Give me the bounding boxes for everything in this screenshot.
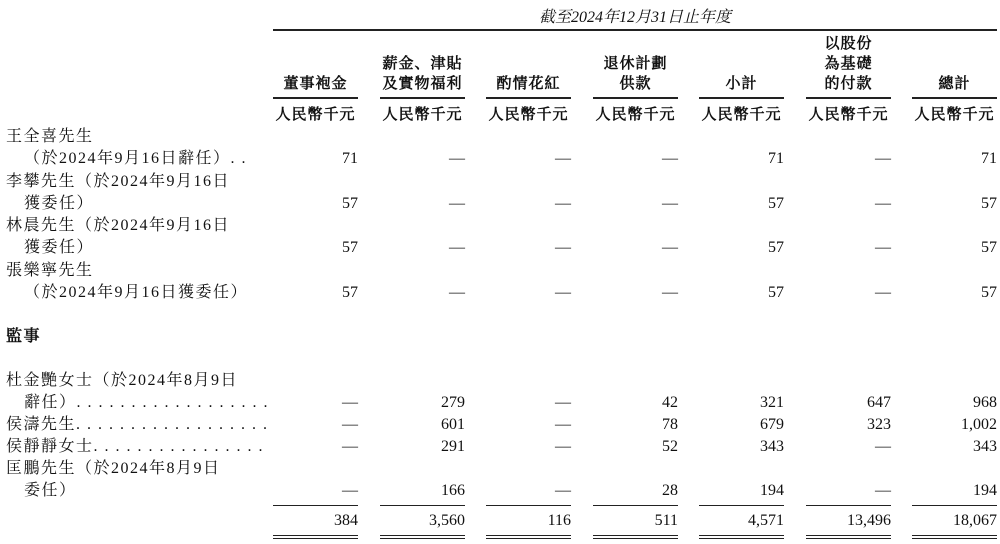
total-cell: 18,067 <box>953 512 997 529</box>
table-cell: — <box>449 284 465 301</box>
table-cell: 57 <box>342 239 358 256</box>
column-header-rule <box>273 97 358 99</box>
row-label: 獲委任） <box>24 239 95 256</box>
top-rule <box>273 29 997 31</box>
table-cell: — <box>449 150 465 167</box>
total-cell: 511 <box>654 512 678 529</box>
column-unit: 人民幣千元 <box>701 107 782 123</box>
row-label: 李攀先生（於2024年9月16日 <box>6 173 231 190</box>
table-cell: 343 <box>760 438 784 455</box>
table-cell: 57 <box>342 284 358 301</box>
table-cell: 57 <box>342 195 358 212</box>
table-cell: 343 <box>973 438 997 455</box>
table-cell: — <box>875 482 891 499</box>
column-unit: 人民幣千元 <box>595 107 676 123</box>
column-header-line: 及實物福利 <box>382 76 463 92</box>
table-cell: — <box>342 438 358 455</box>
table-cell: — <box>342 482 358 499</box>
table-cell: 57 <box>981 239 997 256</box>
table-cell: 279 <box>441 394 465 411</box>
column-unit: 人民幣千元 <box>382 107 463 123</box>
table-cell: — <box>342 394 358 411</box>
row-label: 侯濤先生. . . . . . . . . . . . . . . . . . <box>6 416 269 433</box>
table-cell: — <box>555 482 571 499</box>
row-label: 王全喜先生 <box>6 128 94 145</box>
column-header <box>273 36 358 94</box>
column-header-label <box>699 74 784 94</box>
column-header-rule <box>699 97 784 99</box>
row-label: 杜金艷女士（於2024年8月9日 <box>6 372 239 389</box>
total-double-rule <box>806 535 891 539</box>
table-cell: 71 <box>768 150 784 167</box>
table-cell: 323 <box>867 416 891 433</box>
total-cell: 3,560 <box>429 512 465 529</box>
subtotal-rule <box>806 505 891 506</box>
table-cell: — <box>662 239 678 256</box>
column-header-line: 總計 <box>938 76 971 92</box>
column-header-line: 供款 <box>619 76 652 92</box>
table-cell: — <box>662 284 678 301</box>
table-cell: — <box>555 239 571 256</box>
subtotal-rule <box>699 505 784 506</box>
table-cell: 57 <box>768 239 784 256</box>
table-cell: 57 <box>768 195 784 212</box>
table-cell: — <box>555 394 571 411</box>
total-cell: 116 <box>547 512 571 529</box>
column-header-label <box>273 74 358 94</box>
total-double-rule <box>912 535 997 539</box>
column-header-label <box>806 34 891 94</box>
subtotal-rule <box>912 505 997 506</box>
column-header-rule <box>486 97 571 99</box>
table-cell: — <box>662 150 678 167</box>
table-cell: 78 <box>662 416 678 433</box>
column-unit: 人民幣千元 <box>488 107 569 123</box>
column-header-line: 的付款 <box>824 76 873 92</box>
period-heading: 截至2024年12月31日止年度 <box>538 9 731 26</box>
row-label: 獲委任） <box>24 195 95 212</box>
column-header-label <box>486 74 571 94</box>
table-cell: — <box>449 239 465 256</box>
row-label: 匡鵬先生（於2024年8月9日 <box>6 460 221 477</box>
table-cell: 166 <box>441 482 465 499</box>
column-header-label <box>912 74 997 94</box>
column-header <box>699 36 784 94</box>
column-unit: 人民幣千元 <box>914 107 995 123</box>
table-cell: — <box>342 416 358 433</box>
column-unit: 人民幣千元 <box>275 107 356 123</box>
total-cell: 13,496 <box>847 512 891 529</box>
table-cell: 57 <box>981 195 997 212</box>
table-cell: 1,002 <box>961 416 997 433</box>
table-cell: — <box>555 195 571 212</box>
column-header <box>593 36 678 94</box>
table-cell: 42 <box>662 394 678 411</box>
table-cell: — <box>555 284 571 301</box>
total-cell: 4,571 <box>748 512 784 529</box>
column-header <box>486 36 571 94</box>
table-cell: 194 <box>760 482 784 499</box>
total-double-rule <box>486 535 571 539</box>
table-cell: — <box>449 195 465 212</box>
column-header-rule <box>912 97 997 99</box>
total-double-rule <box>593 535 678 539</box>
row-label: 張樂寧先生 <box>6 262 94 279</box>
total-double-rule <box>699 535 784 539</box>
column-header-rule <box>593 97 678 99</box>
table-cell: 968 <box>973 394 997 411</box>
row-label: 林晨先生（於2024年9月16日 <box>6 217 231 234</box>
column-header-rule <box>806 97 891 99</box>
section-heading-supervisors: 監事 <box>6 328 42 345</box>
table-cell: 71 <box>342 150 358 167</box>
table-cell: — <box>875 195 891 212</box>
column-header <box>806 36 891 94</box>
column-header-line: 酌情花紅 <box>496 76 561 92</box>
subtotal-rule <box>486 505 571 506</box>
table-cell: — <box>875 239 891 256</box>
table-cell: — <box>555 438 571 455</box>
table-cell: 321 <box>760 394 784 411</box>
column-header <box>380 36 465 94</box>
column-header-label <box>593 54 678 94</box>
total-double-rule <box>273 535 358 539</box>
column-header-rule <box>380 97 465 99</box>
table-cell: — <box>875 284 891 301</box>
table-cell: 57 <box>981 284 997 301</box>
table-cell: — <box>875 150 891 167</box>
column-header-label <box>380 54 465 94</box>
table-cell: 71 <box>981 150 997 167</box>
table-cell: 57 <box>768 284 784 301</box>
row-label: （於2024年9月16日辭任）. . <box>24 150 248 167</box>
table-cell: — <box>875 438 891 455</box>
table-cell: 679 <box>760 416 784 433</box>
row-label: （於2024年9月16日獲委任） <box>24 284 249 301</box>
column-unit: 人民幣千元 <box>808 107 889 123</box>
row-label: 辭任）. . . . . . . . . . . . . . . . . . <box>24 394 270 411</box>
total-cell: 384 <box>334 512 358 529</box>
column-header <box>912 36 997 94</box>
row-label: 侯靜靜女士. . . . . . . . . . . . . . . . <box>6 438 265 455</box>
subtotal-rule <box>273 505 358 506</box>
column-header-line: 以股份 <box>824 36 873 52</box>
table-cell: 194 <box>973 482 997 499</box>
table-cell: 28 <box>662 482 678 499</box>
column-header-line: 薪金、津貼 <box>382 56 463 72</box>
table-cell: 291 <box>441 438 465 455</box>
table-cell: 52 <box>662 438 678 455</box>
column-header-line: 為基礎 <box>824 56 873 72</box>
column-header-line: 退休計劃 <box>603 56 668 72</box>
table-cell: — <box>555 150 571 167</box>
table-cell: — <box>555 416 571 433</box>
subtotal-rule <box>593 505 678 506</box>
table-cell: — <box>662 195 678 212</box>
column-header-line: 小計 <box>725 76 758 92</box>
column-header-line: 董事袍金 <box>283 76 348 92</box>
table-cell: 647 <box>867 394 891 411</box>
table-cell: 601 <box>441 416 465 433</box>
subtotal-rule <box>380 505 465 506</box>
total-double-rule <box>380 535 465 539</box>
row-label: 委任） <box>24 482 77 499</box>
